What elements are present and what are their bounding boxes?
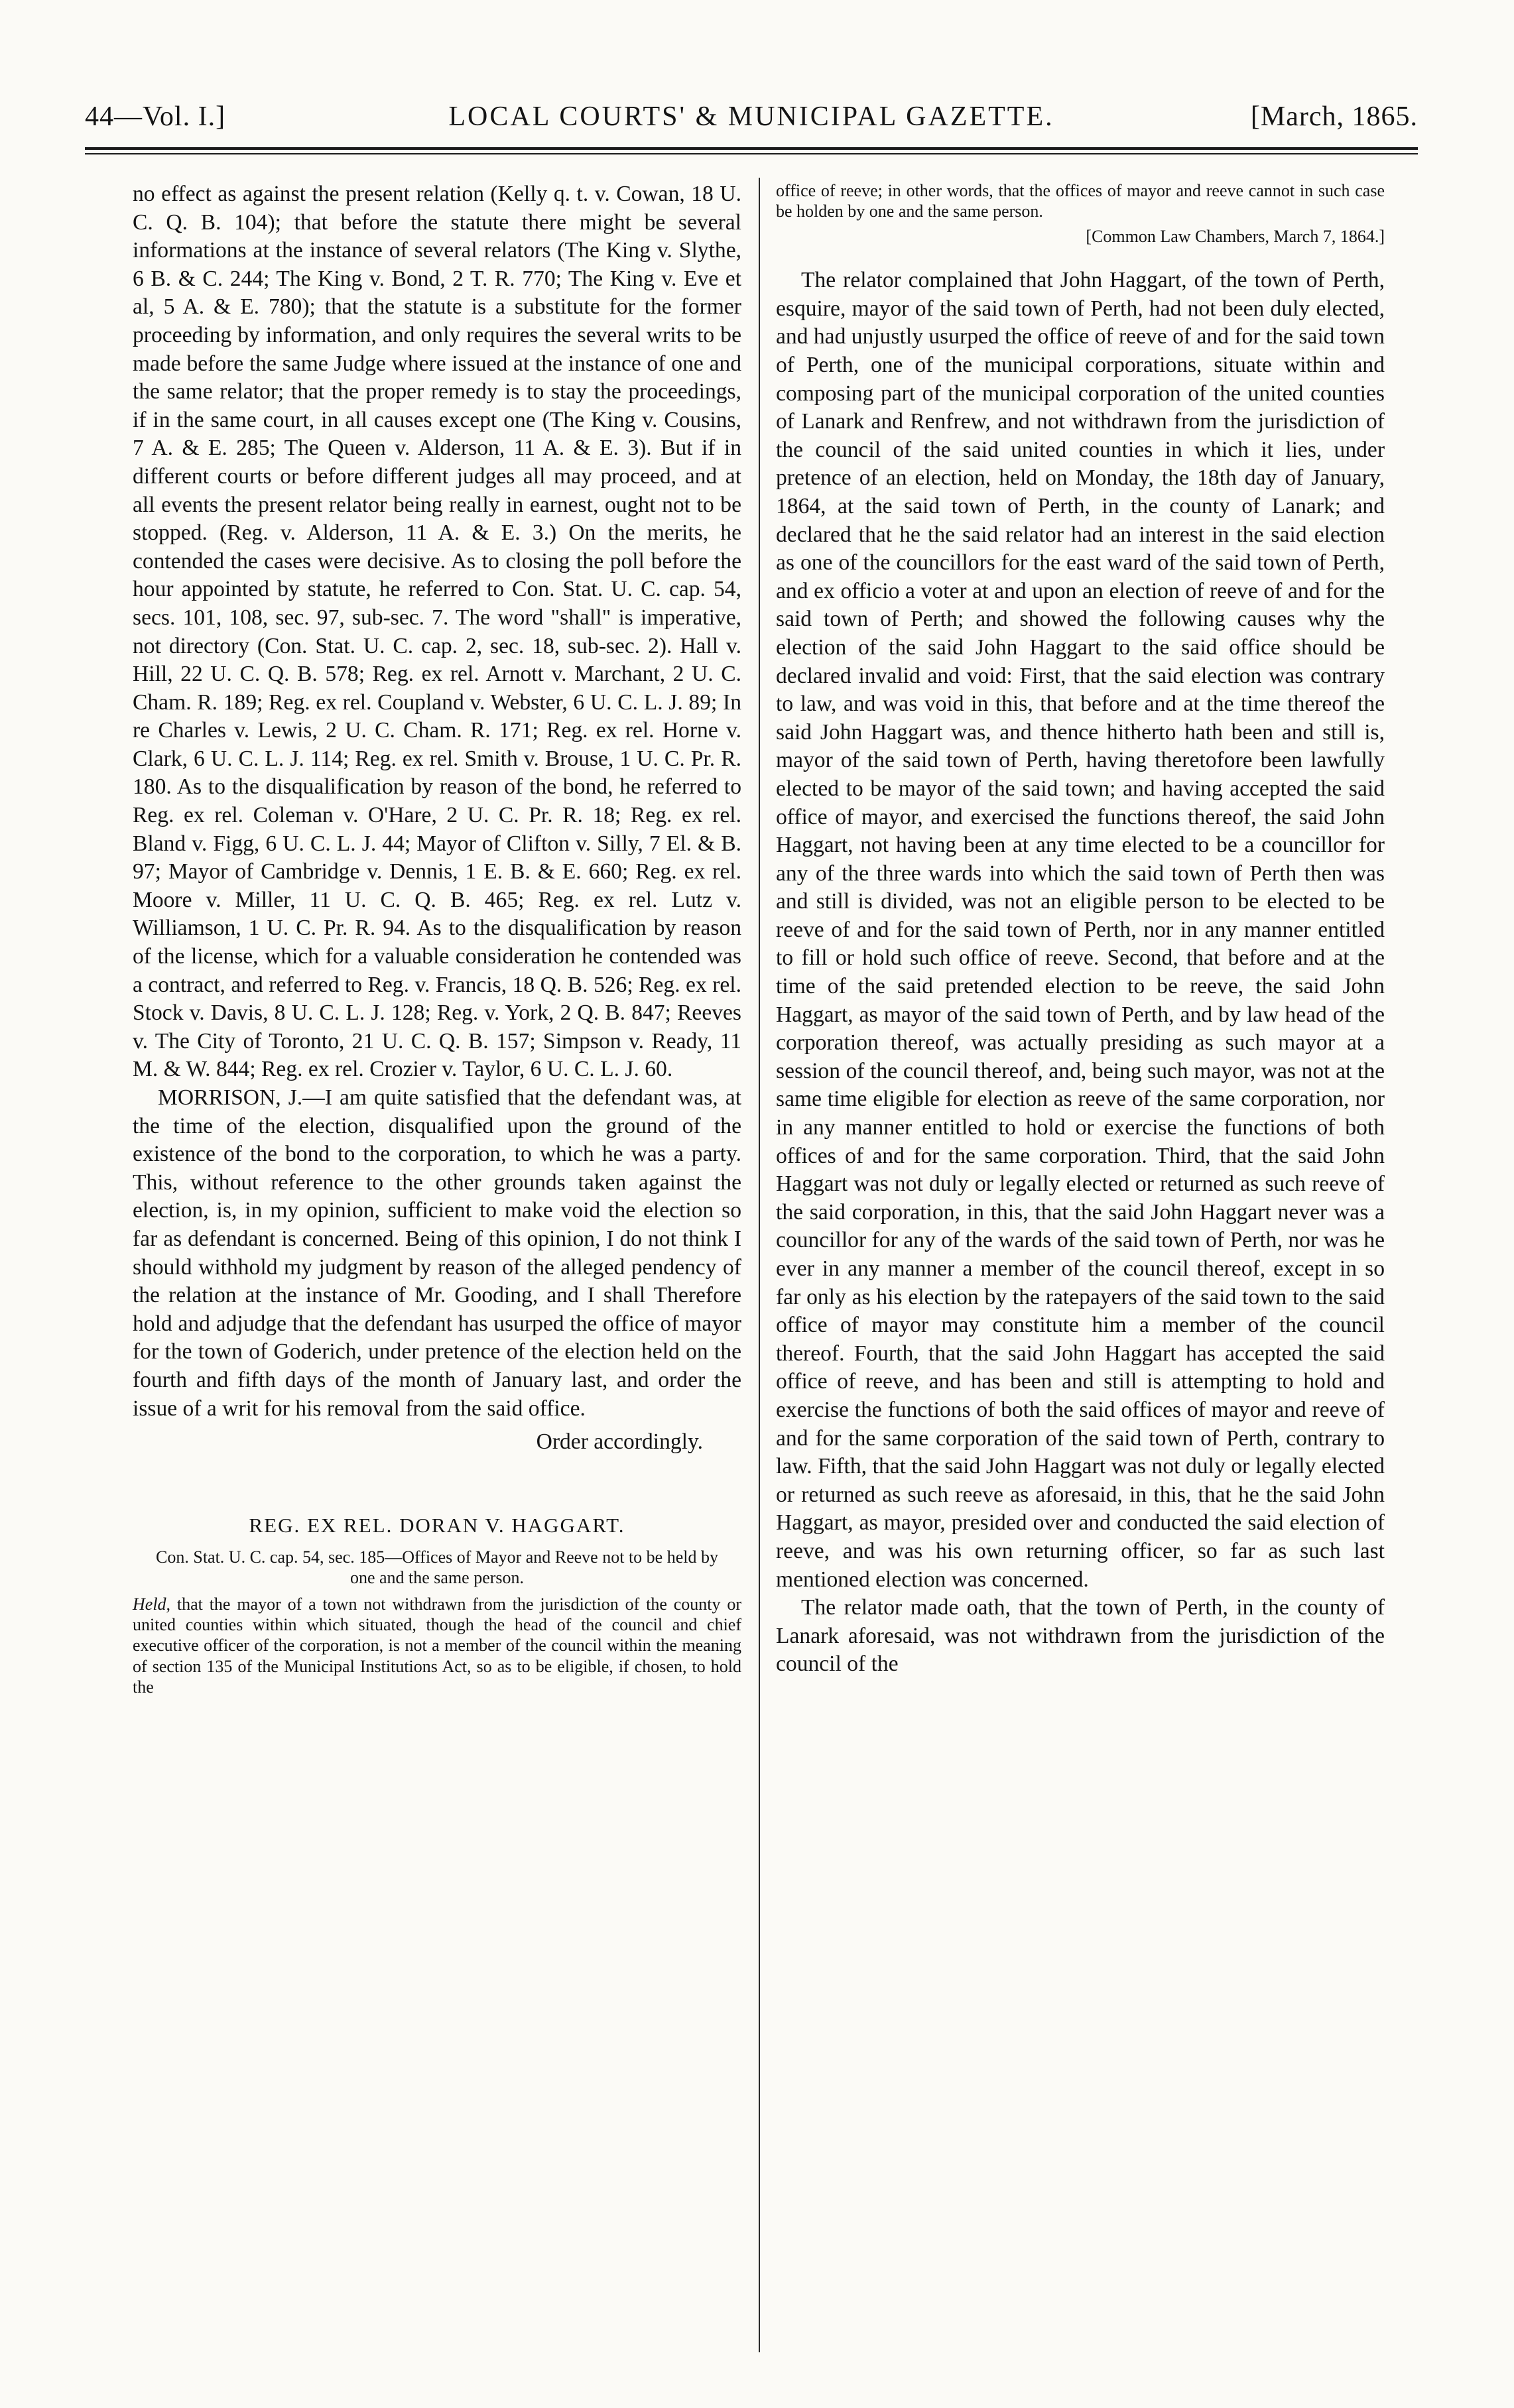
court-date: [Common Law Chambers, March 7, 1864.]: [1086, 226, 1385, 246]
right-column: [776, 180, 1385, 1679]
order-closing: Order accordingly.: [536, 1429, 703, 1455]
volume-label: 44—Vol. I.]: [85, 101, 226, 132]
affidavit-paragraph: The relator made oath, that the town of Perth, in the county of Lanark aforesaid, was not withdrawn from the jurisdiction of the council of the: [776, 1595, 1385, 1677]
column-divider: [759, 178, 760, 2352]
headnote-continued: office of reeve; in other words, that the offices of mayor and reeve cannot in such case be holden by one and the same person.: [776, 181, 1385, 221]
argument-paragraph: no effect as against the present relation (Kelly q. t. v. Cowan, 18 U. C. Q. B. 104); that before the statute there might be several informations at the instance of several relators (The King v. Slythe, 6 B. & C. 244; The King v. Bond, 2 T. R. 770; The King v. Eve et al, 5 A. & E. 780); that the statute is a substitute for the former proceeding by information, and only requires the several writs to be made before the same Judge where issued at the instance of one and the same relator; that the proper remedy is to stay the proceedings, if in the same court, in all causes except one (The King v. Cousins, 7 A. & E. 285; The Queen v. Alderson, 11 A. & E. 3). But if in different courts or before different judges all may proceed, and at all events the present relator being really in earnest, ought not to be stopped. (Reg. v. Alderson, 11 A. & E. 3.) On the merits, he contended the cases were decisive. As to closing the poll before the hour appointed by statute, he referred to Con. Stat. U. C. cap. 54, secs. 101, 108, sec. 97, sub-sec. 7. The word "shall" is imperative, not directory (Con. Stat. U. C. cap. 2, sec. 18, sub-sec. 2). Hall v. Hill, 22 U. C. Q. B. 578; Reg. ex rel. Arnott v. Marchant, 2 U. C. Cham. R. 189; Reg. ex rel. Coupland v. Webster, 6 U. C. L. J. 89; In re Charles v. Lewis, 2 U. C. Cham. R. 171; Reg. ex rel. Horne v. Clark, 6 U. C. L. J. 114; Reg. ex rel. Smith v. Brouse, 1 U. C. Pr. R. 180. As to the disqualification by reason of the bond, he referred to Reg. ex rel. Coleman v. O'Hare, 2 U. C. Pr. R. 18; Reg. ex rel. Bland v. Figg, 6 U. C. L. J. 44; Mayor of Clifton v. Silly, 7 El. & B. 97; Mayor of Cambridge v. Dennis, 1 E. B. & E. 660; Reg. ex rel. Moore v. Miller, 11 U. C. Q. B. 465; Reg. ex rel. Lutz v. Williamson, 1 U. C. Pr. R. 94. As to the disqualification by reason of the license, which for a valuable consideration he contended was a contract, and referred to Reg. v. Francis, 18 Q. B. 526; Reg. ex rel. Stock v. Davis, 8 U. C. L. J. 128; Reg. v. York, 2 Q. B. 847; Reeves v. The City of Toronto, 21 U. C. Q. B. 157; Simpson v. Ready, 11 M. & W. 844; Reg. ex rel. Crozier v. Taylor, 6 U. C. L. J. 60.: [133, 182, 741, 1082]
held-label: Held,: [133, 1594, 171, 1614]
page-header: [85, 101, 1418, 141]
gazette-title: LOCAL COURTS' & MUNICIPAL GAZETTE.: [448, 101, 1054, 132]
section-spacer: [776, 247, 1385, 267]
statute-headnote: Con. Stat. U. C. cap. 54, sec. 185—Offices of Mayor and Reeve not to be held by one and the same person.: [156, 1547, 718, 1588]
header-rule-thin: [85, 153, 1418, 154]
case-title: REG. EX REL. DORAN V. HAGGART.: [249, 1513, 625, 1537]
judgment-paragraph: MORRISON, J.—I am quite satisfied that the defendant was, at the time of the election, disqualified upon the ground of the existence of the bond to the corporation, to which he was a party. This, without reference to the other grounds taken against the election, is, in my opinion, sufficient to make void the election so far as defendant is concerned. Being of this opinion, I do not think I should withhold my judgment by reason of the alleged pendency of the relation at the instance of Mr. Gooding, and I shall Therefore hold and adjudge that the defendant has usurped the office of mayor for the town of Goderich, under pretence of the election held on the fourth and fifth days of the month of January last, and order the issue of a writ for his removal from the said office.: [133, 1085, 741, 1421]
left-column: [133, 180, 741, 1698]
complaint-paragraph: The relator complained that John Haggart, of the town of Perth, esquire, mayor of the said town of Perth, had not been duly elected, and had unjustly usurped the office of reeve of and for the said town of Perth, one of the municipal corporations, situate within and composing part of the municipal corporation of the united counties of Lanark and Renfrew, and not withdrawn from the jurisdiction of the council of the said united counties in which it lies, under pretence of an election, held on Monday, the 18th day of January, 1864, at the said town of Perth, in the county of Lanark; and declared that he the said relator had an interest in the said election as one of the councillors for the east ward of the said town of Perth, and ex officio a voter at and upon an election of reeve of and for the said town of Perth; and showed the following causes why the election of the said John Haggart to the said office should be declared invalid and void: First, that the said election was contrary to law, and was void in this, that before and at the time thereof the said John Haggart was, and thence hitherto hath been and still is, mayor of the said town of Perth, having theretofore been lawfully elected to be mayor of the said town; and having accepted the said office of mayor, and exercised the functions thereof, the said John Haggart, not having been at any time elected to be a councillor for any of the three wards into which the said town of Perth then was and still is divided, was not an eligible person to be elected to be reeve of and for the said town of Perth, nor in any manner entitled to fill or hold such office of reeve. Second, that before and at the time of the said pretended election to be reeve, the said John Haggart, as mayor of the said town of Perth, and by law head of the corporation thereof, was actually presiding as such mayor at a session of the council thereof, and, being such mayor, was not at the same time eligible for election as reeve of the same corporation, nor in any manner entitled to hold or exercise the functions of both offices of and for the same corporation. Third, that the said John Haggart was not duly or legally elected or returned as such reeve of the said corporation, in this, that the said John Haggart never was a councillor for any of the wards of the said town of Perth, nor was he ever in any manner a member of the council thereof, except in so far only as his election by the ratepayers of the said town to the said office of mayor may constitute him a member of the council thereof. Fourth, that the said John Haggart has accepted the said office of reeve, and has been and still is attempting to hold and exercise the functions of both the said offices of mayor and reeve of and for the same corporation of the said town of Perth, contrary to law. Fifth, that the said John Haggart was not duly or legally elected or returned as such reeve as aforesaid, in this, that he the said John Haggart, as mayor, presided over and conducted the said election of reeve, and was his own returning officer, so far as such last mentioned election was concerned.: [776, 268, 1385, 1592]
held-text: that the mayor of a town not withdrawn from the jurisdiction of the county or united counties within which situated, though the head of the council and chief executive officer of the corporation, is not a member of the council within the meaning of section 135 of the Municipal Institutions Act, so as to be eligible, if chosen, to hold the: [133, 1594, 741, 1697]
issue-date: [March, 1865.: [1250, 101, 1418, 132]
header-rule-thick: [85, 147, 1418, 150]
held-headnote: [133, 1594, 741, 1698]
